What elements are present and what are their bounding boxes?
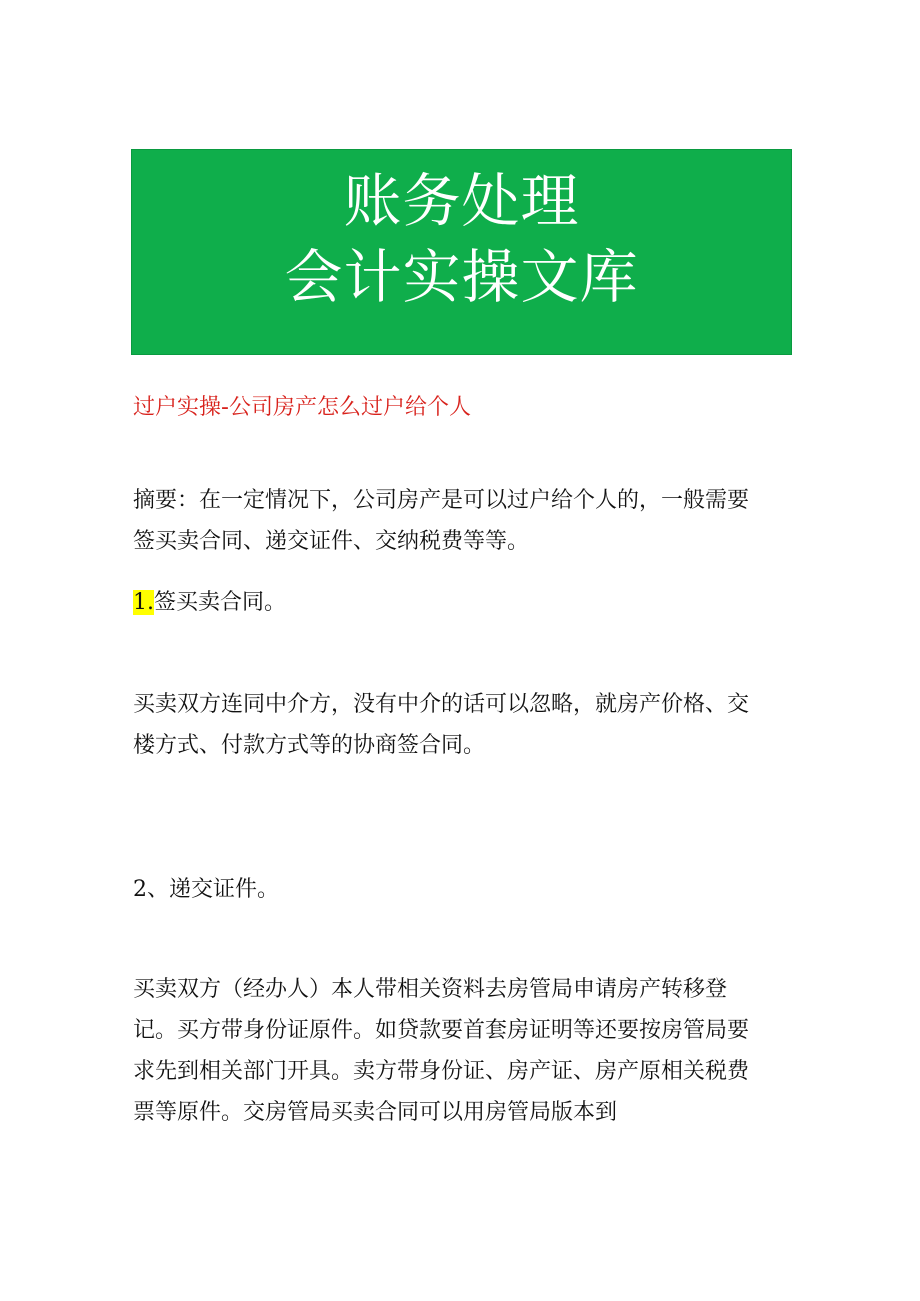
step-2-paragraph [133, 969, 749, 1133]
summary-paragraph [133, 480, 749, 562]
paragraph-line: 求先到相关部门开具。卖方带身份证、房产证、房产原相关税费 [133, 1059, 750, 1084]
summary-line: 签买卖合同、递交证件、交纳税费等等。 [133, 529, 530, 554]
summary-line: 摘要：在一定情况下，公司房产是可以过户给个人的，一般需要 [133, 488, 750, 513]
step-2-text: 、递交证件。 [147, 877, 280, 902]
step-1-number: 1. [133, 590, 154, 615]
paragraph-line: 票等原件。交房管局买卖合同可以用房管局版本到 [133, 1100, 618, 1125]
step-1-paragraph [133, 684, 749, 766]
banner-title-line-2: 会计实操文库 [284, 243, 639, 311]
document-title: 过户实操-公司房产怎么过户给个人 [133, 395, 471, 420]
paragraph-line: 买卖双方连同中介方，没有中介的话可以忽略，就房产价格、交 [133, 692, 750, 717]
step-2-heading [133, 869, 279, 910]
step-1-text: 签买卖合同。 [154, 590, 287, 615]
step-1-heading [133, 582, 286, 623]
header-banner [131, 149, 792, 355]
paragraph-line: 买卖双方（经办人）本人带相关资料去房管局申请房产转移登 [133, 977, 728, 1002]
banner-title-line-1: 账务处理 [343, 167, 580, 235]
paragraph-line: 记。买方带身份证原件。如贷款要首套房证明等还要按房管局要 [133, 1018, 750, 1043]
paragraph-line: 楼方式、付款方式等的协商签合同。 [133, 733, 486, 758]
step-2-number: 2 [133, 877, 147, 902]
